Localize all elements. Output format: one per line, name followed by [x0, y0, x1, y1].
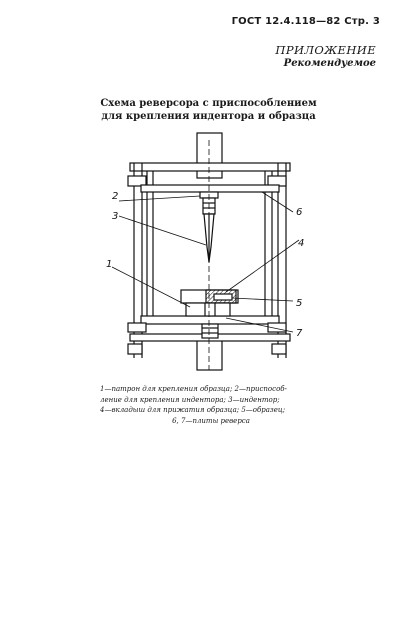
legend-line-3: 4—вкладыш для прижатия образца; 5—образец; — [100, 406, 286, 414]
plate-7 — [141, 316, 279, 324]
label-7: 7 — [296, 328, 303, 339]
label-2: 2 — [112, 191, 119, 202]
appendix-title: ПРИЛОЖЕНИЕ — [275, 43, 376, 57]
specimen-chuck — [186, 303, 230, 316]
top-crossbar — [130, 163, 290, 171]
caption-line-1: Схема реверсора с приспособлением — [100, 98, 317, 109]
label-4: 4 — [298, 238, 305, 249]
label-6: 6 — [296, 207, 303, 218]
plate-6 — [141, 185, 279, 192]
label-3: 3 — [112, 211, 119, 222]
label-1: 1 — [106, 259, 113, 270]
bottom-left-nut — [128, 323, 146, 332]
appendix-subtitle: Рекомендуемое — [283, 58, 376, 69]
legend-line-2: ление для крепления индентора; 3—индентор; — [100, 395, 280, 404]
lower-shaft — [197, 338, 222, 370]
figure-legend — [100, 384, 322, 426]
page-header: ГОСТ 12.4.118—82 Стр. 3 — [231, 16, 380, 27]
specimen — [214, 294, 232, 300]
label-5: 5 — [296, 298, 303, 309]
legend-line-1: 1—патрон для крепления образца; 2—приспособ- — [100, 385, 287, 393]
legend-line-4: 6, 7—плиты реверса — [172, 416, 250, 425]
caption-line-2: для крепления индентора и образца — [101, 111, 316, 122]
